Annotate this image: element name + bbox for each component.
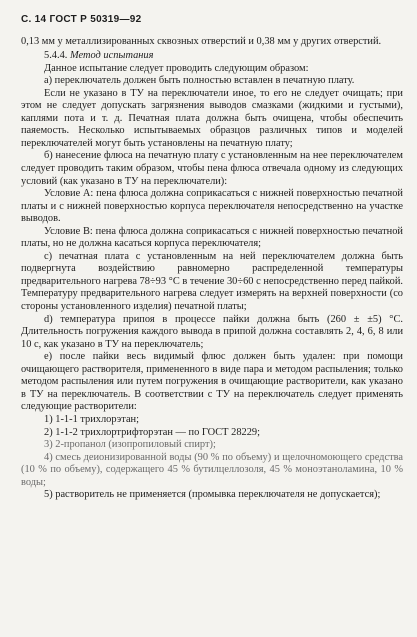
- paragraph-condition-b: Условие В: пена флюса должна соприкасаться с нижней поверхностью печатной платы, но не должна касаться корпуса переключателя;: [21, 225, 403, 250]
- solvent-item-3: 3) 2-пропанол (изопропиловый спирт);: [44, 439, 216, 451]
- page-header: С. 14 ГОСТ Р 50319—92: [21, 14, 142, 25]
- paragraph-item-e: е) после пайки весь видимый флюс должен быть удален: при помощи очищающего растворителя, примененного в виде пара и методом распыления; только методом распыления или путем погружения в очищающие растворители, как указано в ТУ на переключатель. В соответствии с ТУ на переключатель следует применять следующие растворители:: [21, 351, 403, 413]
- paragraph-intro: Данное испытание следует проводить следующим образом:: [44, 62, 309, 74]
- paragraph-continuation: 0,13 мм у металлизированных сквозных отверстий и 0,38 мм у других отверстий.: [21, 35, 382, 47]
- solvent-item-5: 5) растворитель не применяется (промывка переключателя не допускается);: [44, 489, 381, 501]
- solvent-item-4: 4) смесь деионизированной воды (90 % по объему) и щелочномоющего средства (10 % по объему), содержащего 45 % бутилцеллозоля, 45 % моноэтаноламина, 10 % воды;: [21, 451, 403, 488]
- section-number: 5.4.4.: [44, 50, 68, 62]
- paragraph-item-d: d) температура припоя в процессе пайки должна быть (260 ± ±5) °С. Длительность погружения каждого вывода в припой должна составлять 2, 4, 6, 8 или 10 с, как указано в ТУ на переключатель;: [21, 313, 403, 350]
- section-title: Метод испытания: [70, 50, 154, 62]
- paragraph-condition-a: Условие А: пена флюса должна соприкасаться с нижней поверхностью печатной платы и с нижней поверхностью корпуса переключателя непосредственно на участке выводов.: [21, 188, 403, 225]
- paragraph-item-b: б) нанесение флюса на печатную плату с установленным на нее переключателем следует проводить таким образом, чтобы пена флюса отвечала одному из следующих условий (как указано в ТУ на переключатели):: [21, 150, 403, 187]
- solvent-item-2: 2) 1-1-2 трихлортрифторэтан — по ГОСТ 28229;: [44, 426, 260, 438]
- paragraph-cleaning: Если не указано в ТУ на переключатели иное, то его не следует очищать; при этом не следует допускать загрязнения выводов смазками (жидкими и густыми), каплями пота и т. д. Печатная плата должна быть очищена, чтобы обеспечить паяемость. Несколько испытываемых образцов различных типов и моделей переключателей могут быть установлены на печатную плату;: [21, 87, 403, 149]
- solvent-item-1: 1) 1-1-1 трихлорэтан;: [44, 413, 139, 425]
- paragraph-item-c: с) печатная плата с установленным на ней переключателем должна быть подвергнута воздействию равномерно распределенной температуры предварительного нагрева 78÷93 °С в течение 30÷60 с непосредственно перед пайкой. Температуру предварительного нагрева следует измерять на верхней поверхности (со стороны установленного изделия) печатной платы;: [21, 250, 403, 313]
- section-heading: [21, 50, 403, 63]
- paragraph-item-a: а) переключатель должен быть полностью вставлен в печатную плату.: [44, 75, 355, 87]
